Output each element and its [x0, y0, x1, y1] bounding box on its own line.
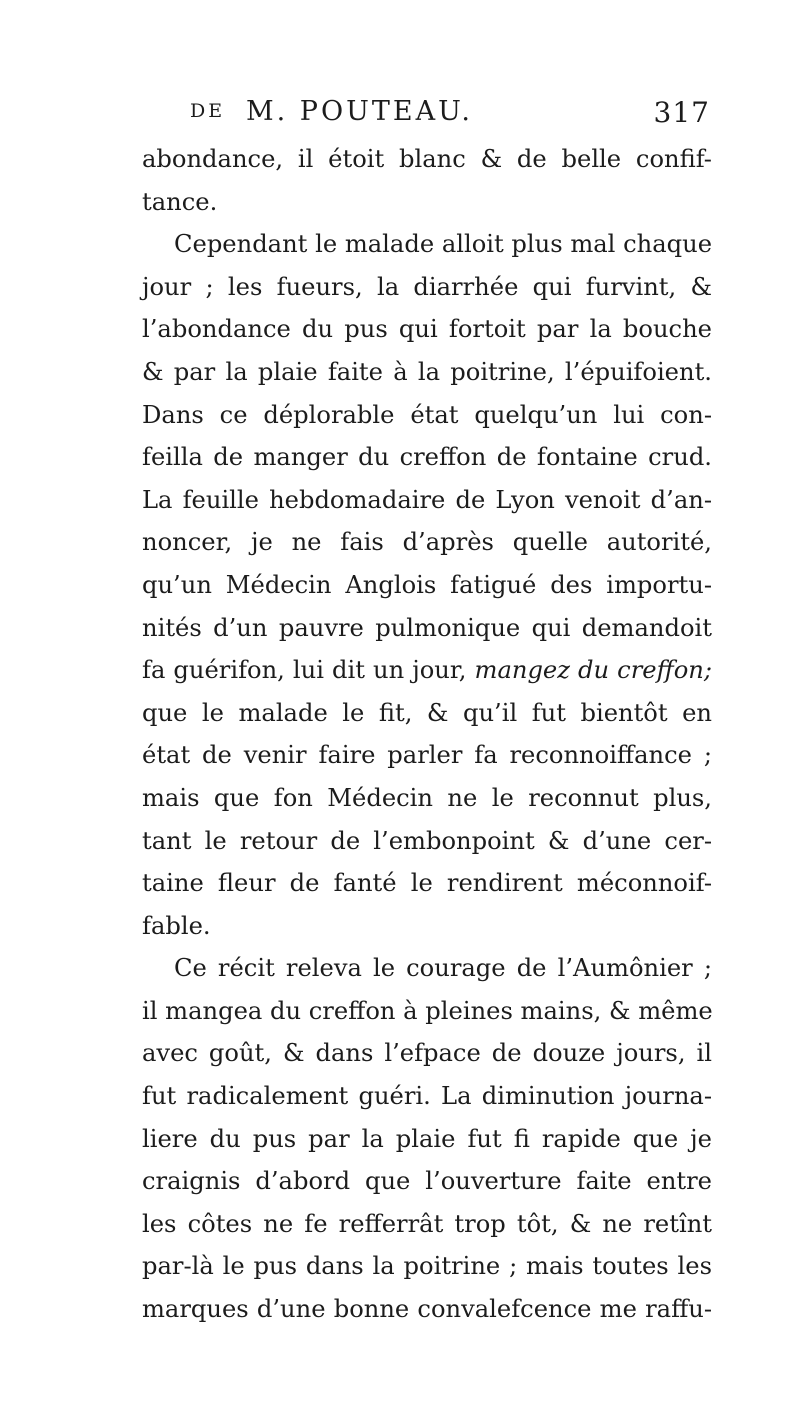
- text-line: & par la plaie faite à la poitrine, l’épuifoient.: [142, 357, 712, 386]
- text-line: les côtes ne fe refferrât trop tôt, & ne retînt: [142, 1209, 712, 1238]
- text-line: fut radicalement guéri. La diminution journa-: [142, 1082, 712, 1111]
- text-line: que le malade le fit, & qu’il fut bientôt en: [142, 698, 712, 727]
- paragraph-first-line: Cependant le malade alloit plus mal chaque: [174, 230, 713, 259]
- text-line: il mangea du creffon à pleines mains, & même: [142, 996, 713, 1025]
- text-line-with-italic: [142, 649, 712, 692]
- text-line: nités d’un pauvre pulmonique qui demandoit: [142, 613, 712, 642]
- text-line: qu’un Médecin Anglois fatigué des importu-: [142, 570, 712, 599]
- text-line: abondance, il étoit blanc & de belle confif-: [142, 145, 712, 173]
- text-line: marques d’une bonne convalefcence me raffu-: [142, 1295, 712, 1324]
- text-line: jour ; les fueurs, la diarrhée qui furvint, &: [142, 272, 712, 301]
- text-line: l’abondance du pus qui fortoit par la bouche: [142, 315, 712, 344]
- text-line: tant le retour de l’embonpoint & d’une cer-: [142, 826, 712, 855]
- text-segment: fa guérifon, lui dit un jour,: [142, 656, 467, 685]
- running-head-de: DE: [190, 100, 226, 122]
- text-line: état de venir faire parler fa reconnoiffance ;: [142, 741, 712, 770]
- paragraph-first-line: Ce récit releva le courage de l’Aumônier ;: [174, 954, 712, 983]
- text-line: tance.: [142, 187, 218, 216]
- page-number: 317: [653, 96, 710, 129]
- text-line: liere du pus par la plaie fut fi rapide que je: [142, 1124, 712, 1153]
- text-line: taine fleur de fanté le rendirent méconnoif-: [142, 869, 712, 898]
- running-head-author: M. POUTEAU.: [246, 96, 473, 127]
- text-line: avec goût, & dans l’efpace de douze jours, il: [142, 1039, 712, 1068]
- text-line: feilla de manger du creffon de fontaine crud.: [142, 443, 712, 472]
- text-line: craignis d’abord que l’ouverture faite entre: [142, 1167, 712, 1196]
- text-line: noncer, je ne fais d’après quelle autorité,: [142, 528, 712, 557]
- text-line: Dans ce déplorable état quelqu’un lui con-: [142, 400, 712, 429]
- body-text: [142, 138, 712, 1331]
- text-line: fable.: [142, 911, 211, 940]
- running-head: [190, 96, 710, 132]
- italic-quote: mangez du creffon;: [474, 656, 712, 685]
- text-line: La feuille hebdomadaire de Lyon venoit d’an-: [142, 485, 712, 514]
- text-line: mais que fon Médecin ne le reconnut plus,: [142, 783, 712, 812]
- text-line: par-là le pus dans la poitrine ; mais toutes les: [142, 1252, 712, 1281]
